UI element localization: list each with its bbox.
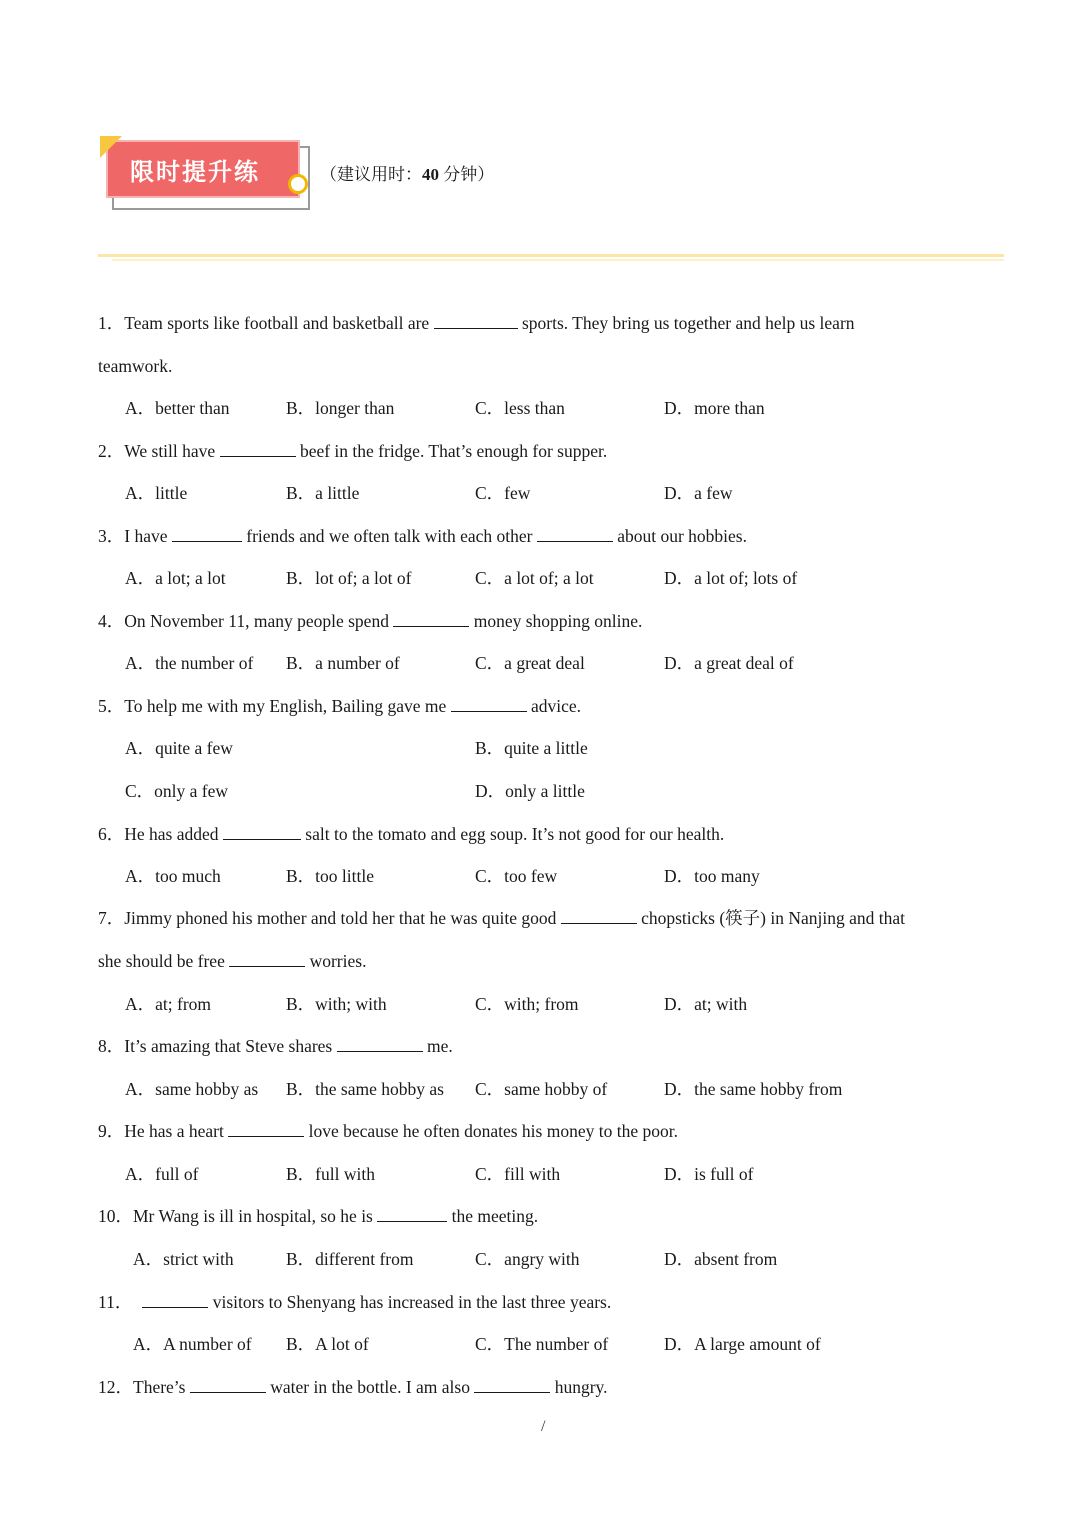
option-b[interactable]: B．longer than bbox=[286, 398, 395, 418]
answer-blank[interactable] bbox=[451, 695, 527, 712]
option-a[interactable]: A．the number of bbox=[125, 653, 254, 673]
option-c[interactable]: C．a great deal bbox=[475, 653, 585, 673]
option-b[interactable]: B．different from bbox=[286, 1249, 414, 1269]
question-number: 7． bbox=[98, 908, 125, 928]
option-c[interactable]: C．only a few bbox=[125, 781, 229, 801]
answer-blank[interactable] bbox=[393, 610, 469, 627]
answer-blank[interactable] bbox=[377, 1205, 447, 1222]
option-a[interactable]: A．same hobby as bbox=[125, 1079, 259, 1099]
answer-blank[interactable] bbox=[228, 1120, 304, 1137]
option-c[interactable]: C．fill with bbox=[475, 1164, 561, 1184]
question-text: she should be free bbox=[98, 951, 230, 971]
option-c[interactable]: C．too few bbox=[475, 866, 558, 886]
question-text: worries. bbox=[305, 951, 367, 971]
question-text: Mr Wang is ill in hospital, so he is bbox=[133, 1206, 378, 1226]
answer-blank[interactable] bbox=[537, 525, 613, 542]
question-text: money shopping online. bbox=[469, 611, 643, 631]
question-text: the meeting. bbox=[447, 1206, 539, 1226]
question-text: He has added bbox=[124, 824, 223, 844]
option-a[interactable]: A．little bbox=[125, 483, 188, 503]
option-d[interactable]: D．is full of bbox=[664, 1164, 754, 1184]
badge-label: 限时提升练 bbox=[130, 157, 260, 186]
question-text: sports. They bring us together and help us learn bbox=[517, 313, 855, 333]
option-b[interactable]: B．quite a little bbox=[475, 738, 588, 758]
answer-blank[interactable] bbox=[337, 1035, 423, 1052]
option-c[interactable]: C．same hobby of bbox=[475, 1079, 608, 1099]
question-number: 3． bbox=[98, 526, 125, 546]
question-text: Team sports like football and basketball are bbox=[124, 313, 434, 333]
question-text: about our hobbies. bbox=[612, 526, 747, 546]
question-number: 9． bbox=[98, 1121, 125, 1141]
question-text: me. bbox=[422, 1036, 453, 1056]
suggest-prefix: （建议用时： bbox=[320, 165, 422, 184]
question-7-continuation bbox=[98, 949, 366, 973]
question-11 bbox=[98, 1290, 611, 1314]
answer-blank[interactable] bbox=[220, 440, 296, 457]
answer-blank[interactable] bbox=[172, 525, 242, 542]
suggest-suffix: 分钟） bbox=[439, 165, 495, 184]
question-6 bbox=[98, 822, 724, 846]
answer-blank[interactable] bbox=[434, 312, 518, 329]
question-text: I have bbox=[124, 526, 172, 546]
option-a[interactable]: A．quite a few bbox=[125, 738, 233, 758]
answer-blank[interactable] bbox=[561, 907, 637, 924]
question-text: There’s bbox=[133, 1377, 190, 1397]
question-text: love because he often donates his money to the poor. bbox=[304, 1121, 678, 1141]
option-d[interactable]: D．a few bbox=[664, 483, 733, 503]
option-d[interactable]: D．only a little bbox=[475, 781, 585, 801]
question-text: On November 11, many people spend bbox=[124, 611, 394, 631]
option-c[interactable]: C．a lot of; a lot bbox=[475, 568, 594, 588]
question-number: 11． bbox=[98, 1292, 133, 1312]
question-10 bbox=[98, 1204, 538, 1228]
option-c[interactable]: C．less than bbox=[475, 398, 565, 418]
question-text: We still have bbox=[124, 441, 220, 461]
option-b[interactable]: B．a number of bbox=[286, 653, 400, 673]
page-mark: / bbox=[541, 1418, 546, 1435]
question-9 bbox=[98, 1119, 678, 1143]
option-b[interactable]: B．the same hobby as bbox=[286, 1079, 444, 1099]
option-c[interactable]: C．The number of bbox=[475, 1334, 609, 1354]
option-b[interactable]: B．lot of; a lot of bbox=[286, 568, 412, 588]
question-2 bbox=[98, 439, 607, 463]
question-text: chopsticks (筷子) in Nanjing and that bbox=[636, 908, 906, 928]
question-5 bbox=[98, 694, 581, 718]
question-number: 12． bbox=[98, 1377, 133, 1397]
option-a[interactable]: A．a lot; a lot bbox=[125, 568, 226, 588]
question-text: hungry. bbox=[550, 1377, 608, 1397]
question-number: 10． bbox=[98, 1206, 133, 1226]
option-b[interactable]: B．a little bbox=[286, 483, 360, 503]
question-text: Jimmy phoned his mother and told her that he was quite good bbox=[124, 908, 561, 928]
option-a[interactable]: A．full of bbox=[125, 1164, 199, 1184]
option-a[interactable]: A．strict with bbox=[133, 1249, 234, 1269]
question-number: 8． bbox=[98, 1036, 125, 1056]
question-3 bbox=[98, 524, 747, 548]
question-number: 2． bbox=[98, 441, 125, 461]
answer-blank[interactable] bbox=[142, 1291, 208, 1308]
option-c[interactable]: C．few bbox=[475, 483, 531, 503]
option-b[interactable]: B．A lot of bbox=[286, 1334, 369, 1354]
option-c[interactable]: C．with; from bbox=[475, 994, 579, 1014]
answer-blank[interactable] bbox=[223, 823, 301, 840]
question-text: advice. bbox=[526, 696, 582, 716]
option-a[interactable]: A．better than bbox=[125, 398, 230, 418]
option-d[interactable]: D．more than bbox=[664, 398, 765, 418]
option-a[interactable]: A．at; from bbox=[125, 994, 212, 1014]
question-8 bbox=[98, 1034, 453, 1058]
option-a[interactable]: A．too much bbox=[125, 866, 221, 886]
answer-blank[interactable] bbox=[190, 1376, 266, 1393]
option-b[interactable]: B．with; with bbox=[286, 994, 387, 1014]
answer-blank[interactable] bbox=[474, 1376, 550, 1393]
question-text: water in the bottle. I am also bbox=[265, 1377, 475, 1397]
option-c[interactable]: C．angry with bbox=[475, 1249, 580, 1269]
option-b[interactable]: B．full with bbox=[286, 1164, 375, 1184]
option-d[interactable]: D．a lot of; lots of bbox=[664, 568, 798, 588]
question-text: He has a heart bbox=[124, 1121, 229, 1141]
suggest-minutes: 40 bbox=[422, 165, 439, 184]
question-7 bbox=[98, 906, 905, 930]
question-number: 6． bbox=[98, 824, 125, 844]
question-number: 5． bbox=[98, 696, 125, 716]
question-number: 1． bbox=[98, 313, 125, 333]
question-12 bbox=[98, 1375, 608, 1399]
option-d[interactable]: D．too many bbox=[664, 866, 760, 886]
question-4 bbox=[98, 609, 642, 633]
question-text: visitors to Shenyang has increased in the last three years. bbox=[208, 1292, 612, 1312]
option-d[interactable]: D．A large amount of bbox=[664, 1334, 821, 1354]
question-text: It’s amazing that Steve shares bbox=[124, 1036, 337, 1056]
question-1-continuation: teamwork. bbox=[98, 356, 173, 376]
option-a[interactable]: A．A number of bbox=[133, 1334, 252, 1354]
question-text: friends and we often talk with each other bbox=[241, 526, 537, 546]
option-d[interactable]: D．at; with bbox=[664, 994, 748, 1014]
question-text: To help me with my English, Bailing gave me bbox=[124, 696, 451, 716]
question-number: 4． bbox=[98, 611, 125, 631]
question-text: salt to the tomato and egg soup. It’s not good for our health. bbox=[300, 824, 725, 844]
answer-blank[interactable] bbox=[229, 950, 305, 967]
option-d[interactable]: D．a great deal of bbox=[664, 653, 794, 673]
question-1 bbox=[98, 311, 855, 335]
option-d[interactable]: D．the same hobby from bbox=[664, 1079, 843, 1099]
option-b[interactable]: B．too little bbox=[286, 866, 374, 886]
option-d[interactable]: D．absent from bbox=[664, 1249, 778, 1269]
question-text: beef in the fridge. That’s enough for supper. bbox=[295, 441, 608, 461]
